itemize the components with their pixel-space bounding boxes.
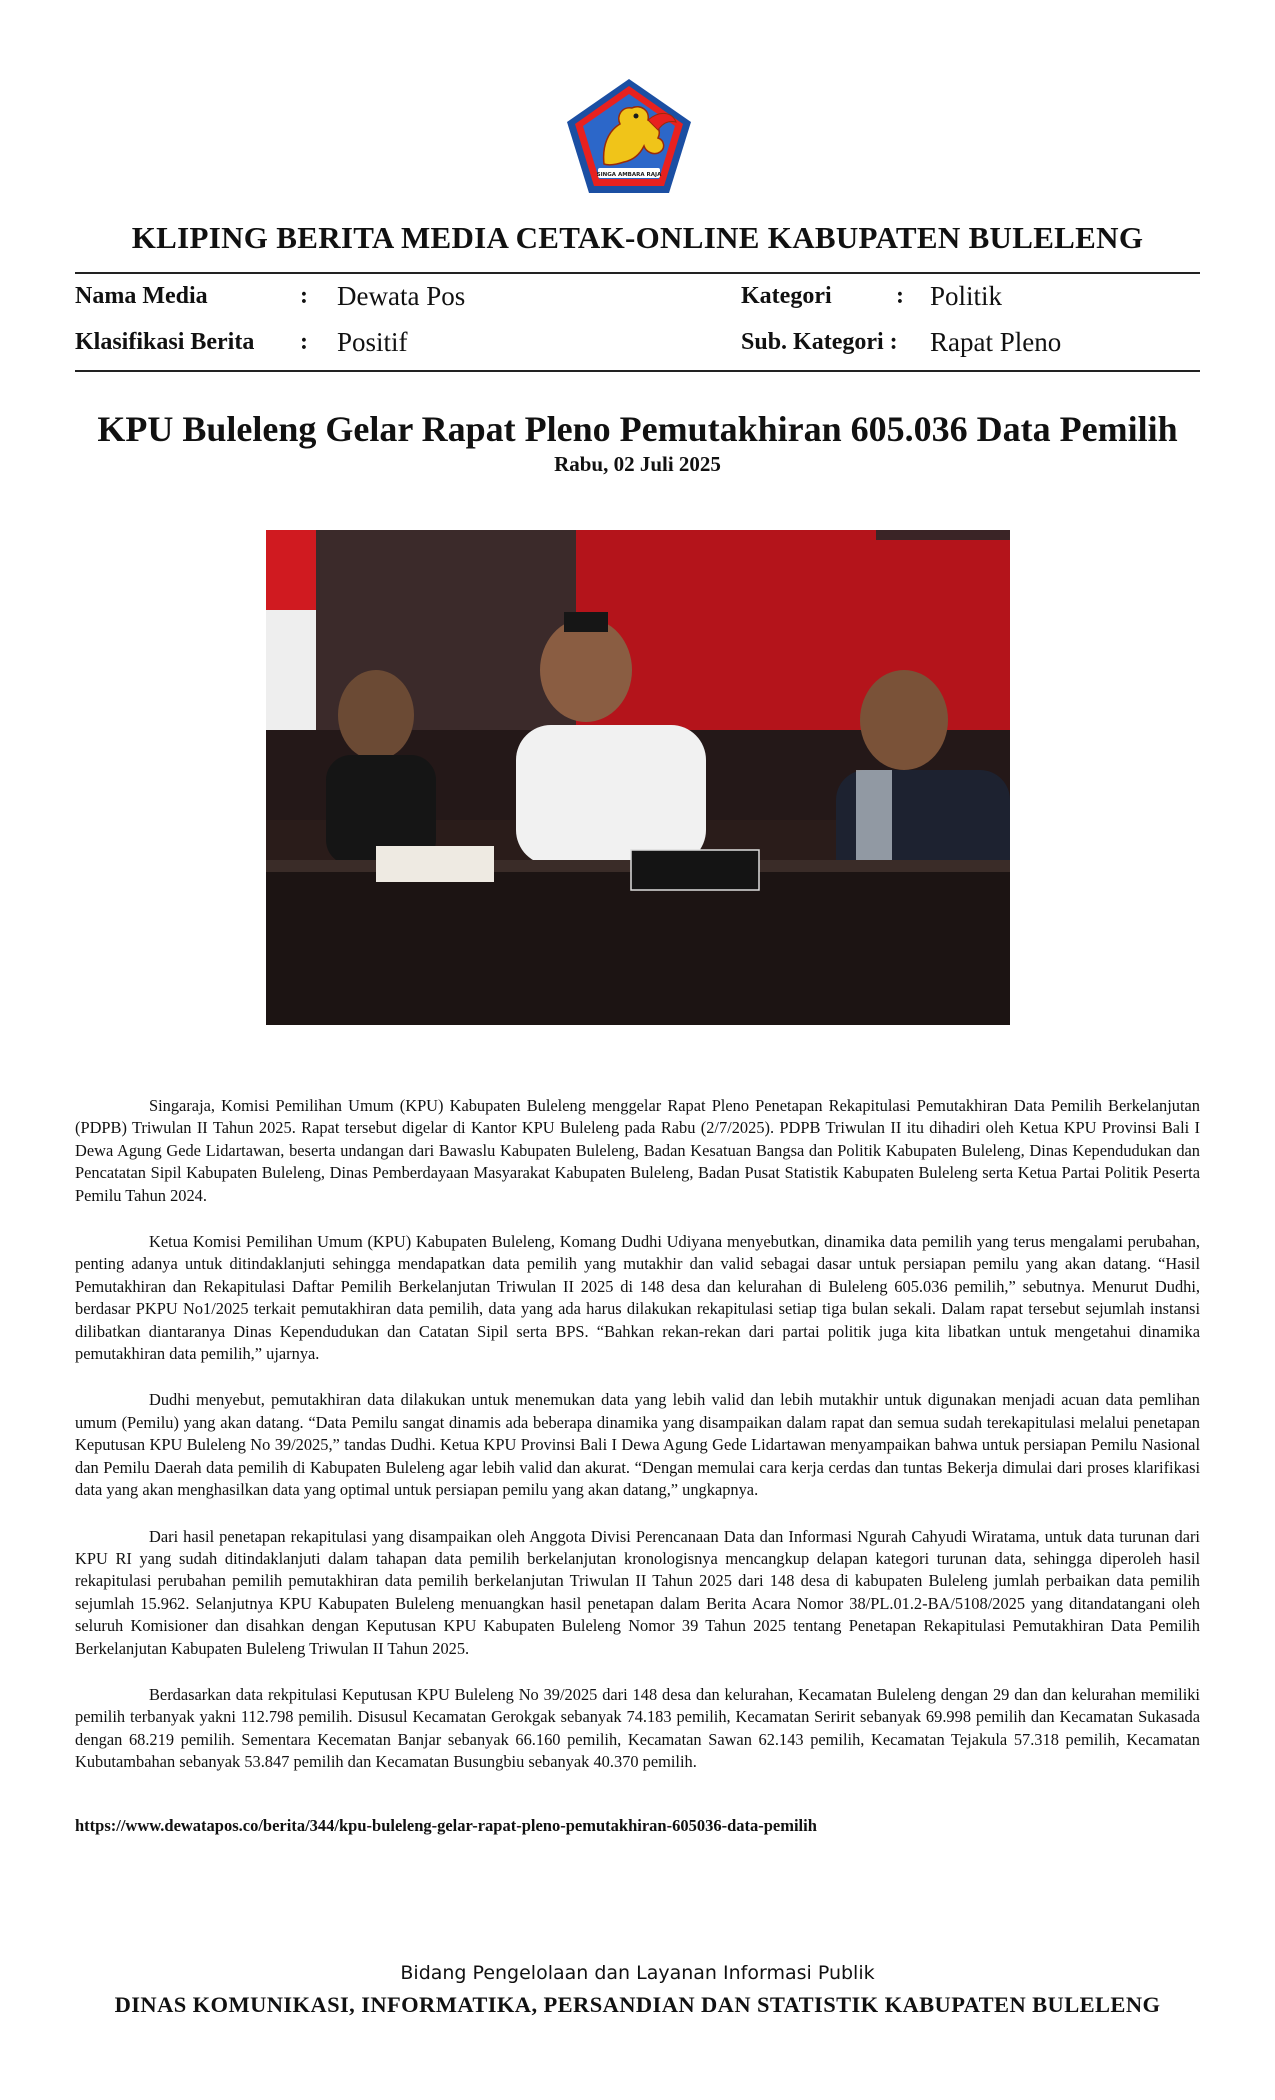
meeting-photo-illustration — [266, 530, 1010, 1025]
subkategori-value: Rapat Pleno — [930, 327, 1062, 357]
article-body — [75, 1095, 1200, 1798]
article-paragraph-3: Dudhi menyebut, pemutakhiran data dilakukan untuk menemukan data yang lebih valid dan lebih mutakhir untuk digunakan menjadi acuan data pemlihan umum (Pemilu) yang akan datang. “Data Pemilu sangat dinamis ada beberapa dinamika yang disampaikan dalam rapat dan semua sudah terekapitulasi melalui penetapan Keputusan KPU Buleleng No 39/2025,” tandas Dudhi. Ketua KPU Provinsi Bali I Dewa Agung Gede Lidartawan menyampaikan bahwa untuk persiapan Pemilu Nasional dan Pemilu Daerah data pemilih di Kabupaten Buleleng agar lebih valid dan akurat. “Dengan memulai cara kerja cerdas dan tuntas Bekerja dimulai dari proses klarifikasi data yang akan menghasilkan data yang optimal untuk persiapan pemilu yang akan datang,” ungkapnya. — [75, 1390, 1200, 1500]
article-paragraph-1: Singaraja, Komisi Pemilihan Umum (KPU) Kabupaten Buleleng menggelar Rapat Pleno Penetapan Rekapitulasi Pemutakhiran Data Pemilih Berkelanjutan (PDPB) Triwulan II Tahun 2025. Rapat tersebut digelar di Kantor KPU Buleleng pada Rabu (2/7/2025). PDPB Triwulan II itu dihadiri oleh Ketua KPU Provinsi Bali I Dewa Agung Gede Lidartawan, beserta undangan dari Bawaslu Kabupaten Buleleng, Badan Kesatuan Bangsa dan Politik Kabupaten Buleleng, Dinas Kependudukan dan Pencatatan Sipil Kabupaten Buleleng, Dinas Pemberdayaan Masyarakat Kabupaten Buleleng, Badan Pusat Statistik Kabupaten Buleleng serta Ketua Partai Politik Peserta Pemilu Tahun 2024. — [75, 1096, 1200, 1205]
article-paragraph-4: Dari hasil penetapan rekapitulasi yang disampaikan oleh Anggota Divisi Perencanaan Data dan Informasi Ngurah Cahyudi Wiratama, untuk data turunan dari KPU RI yang sudah ditindaklanjuti dalam tahapan data pemilih berkelanjutan kronologisnya mencangkup delapan kategori turunan data, sehingga diperoleh hasil rekapitulasi perubahan pemilih pemutakhiran data pemilih berkelanjutan Triwulan II Tahun 2025 dari 148 desa di kabupaten Buleleng jumlah perbaikan data pemilih sejumlah 15.962. Selanjutnya KPU Kabupaten Buleleng menuangkan hasil penetapan dalam Berita Acara Nomor 38/PL.01.2-BA/5108/2025 yang ditandatangani oleh seluruh Komisioner dan disahkan dengan Keputusan KPU Kabupaten Buleleng Nomor 39 Tahun 2025 tentang Penetapan Rekapitulasi Pemutakhiran Data Pemilih Berkelanjutan Kabupaten Buleleng Triwulan II Tahun 2025. — [75, 1526, 1200, 1658]
klasifikasi-value: Positif — [337, 327, 408, 357]
buleleng-regency-logo — [564, 76, 694, 196]
header-rule-top — [75, 272, 1200, 274]
source-url: https://www.dewatapos.co/berita/344/kpu-buleleng-gelar-rapat-pleno-pemutakhiran-605036-data-pemilih — [75, 1816, 817, 1835]
subkategori-label: Sub. Kategori : — [741, 329, 898, 355]
klasifikasi-colon: : — [300, 329, 308, 355]
article-date: Rabu, 02 Juli 2025 — [554, 452, 721, 476]
article-paragraph-5: Berdasarkan data rekpitulasi Keputusan KPU Buleleng No 39/2025 dari 148 desa dan kelurahan, Kecamatan Buleleng dengan 29 dan dan kelurahan memiliki pemilih terbanyak yakni 112.798 pemilih. Disusul Kecamatan Gerokgak sebanyak 74.183 pemilih, Kecamatan Seririt sebanyak 69.998 pemilih dan Kecamatan Sukasada dengan 68.219 pemilih. Sementara Kecematan Banjar sebanyak 66.160 pemilih, Kecamatan Sawan 62.143 pemilih, Kecamatan Tejakula 57.318 pemilih, Kecamatan Kubutambahan sebanyak 53.847 pemilih dan Kecamatan Busungbiu sebanyak 40.370 pemilih. — [75, 1684, 1200, 1772]
header-rule-bottom — [75, 370, 1200, 372]
kategori-label: Kategori — [741, 283, 832, 309]
document-header: KLIPING BERITA MEDIA CETAK-ONLINE KABUPATEN BULELENG — [131, 220, 1144, 255]
media-value: Dewata Pos — [337, 281, 466, 311]
logo-motto: SINGA AMBARA RAJA — [596, 172, 662, 178]
article-title: KPU Buleleng Gelar Rapat Pleno Pemutakhiran 605.036 Data Pemilih — [97, 409, 1178, 449]
kategori-colon: : — [896, 283, 904, 309]
article-paragraph-2: Ketua Komisi Pemilihan Umum (KPU) Kabupaten Buleleng, Komang Dudhi Udiyana menyebutkan, dinamika data pemilih yang terus mengalami perubahan, penting adanya untuk ditindaklanjuti sehingga mendapatkan data pemilih yang mutakhir dan valid sebagai dasar untuk persiapan pemilu yang akan datang. “Hasil Pemutakhiran dan Rekapitulasi Daftar Pemilih Berkelanjutan Triwulan II 2025 di 148 desa dan kelurahan di Buleleng 605.036 pemilih,” sebutnya. Menurut Dudhi, berdasar PKPU No1/2025 terkait pemutakhiran data pemilih, data yang ada harus dilakukan rekapitulasi setiap tiga bulan sekali. Dalam rapat tersebut sejumlah instansi dilibatkan diantaranya Dinas Kependudukan dan Catatan Sipil serta BPS. “Bahkan rekan-rekan dari partai politik juga kita libatkan untuk mengetahui dinamika pemutakhiran data pemilih,” ujarnya. — [75, 1232, 1200, 1364]
footer-division: Bidang Pengelolaan dan Layanan Informasi Publik — [400, 1962, 875, 1984]
media-colon: : — [300, 283, 308, 309]
footer-agency: DINAS KOMUNIKASI, INFORMATIKA, PERSANDIAN DAN STATISTIK KABUPATEN BULELENG — [114, 1992, 1161, 2017]
klasifikasi-label: Klasifikasi Berita — [75, 329, 255, 355]
media-label: Nama Media — [75, 283, 208, 309]
kategori-value: Politik — [930, 281, 1003, 311]
article-photo — [266, 530, 1010, 1025]
